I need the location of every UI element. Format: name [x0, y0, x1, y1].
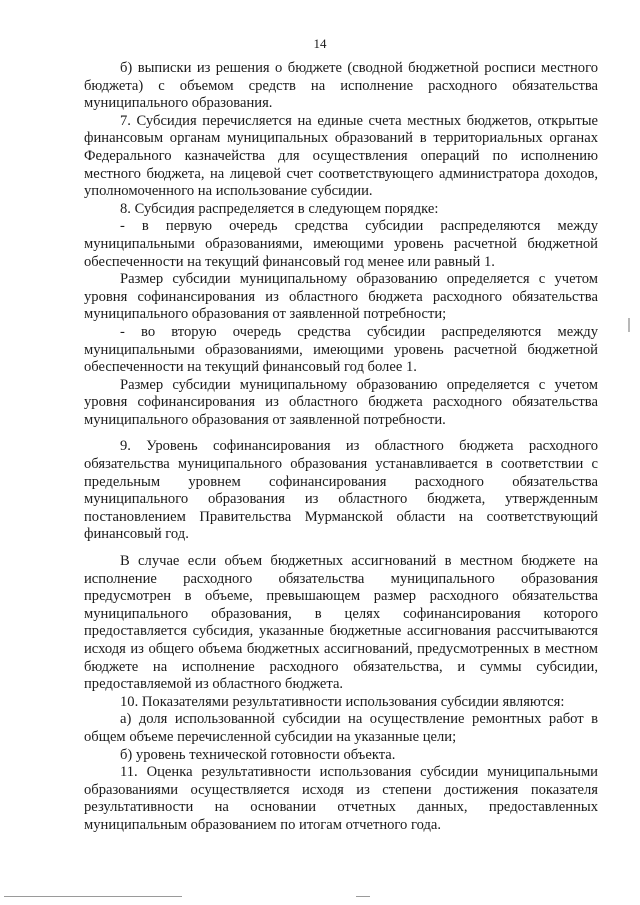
paragraph-first-priority: - в первую очередь средства субсидии распределяются между муниципальными образованиями, имеющими уровень расчетной бюджетной обеспеченности на текущий финансовый год менее или равный 1. [84, 218, 598, 270]
paragraph-budget-allocations: В случае если объем бюджетных ассигнований в местном бюджете на исполнение расходного обязательства муниципального образования предусмотрен в объеме, превышающем размер расходного обязательства муниципального образования, в целях софинансирования которого предоставляется субсидия, указанные бюджетные ассигнования рассчитываются исходя из общего объема бюджетных ассигнований, предусмотренных в местном бюджете на исполнение расходного обязательства, и суммы субсидии, предоставляемой из областного бюджета. [84, 553, 598, 693]
footer-rule-center [356, 896, 370, 897]
paragraph-indicator-a: а) доля использованной субсидии на осуществление ремонтных работ в общем объеме перечисленной субсидии на указанные цели; [84, 711, 598, 745]
paragraph-subsidy-size-2: Размер субсидии муниципальному образованию определяется с учетом уровня софинансирования из областного бюджета расходного обязательства муниципального образования от заявленной потребности. [84, 376, 598, 428]
paragraph-item-8: 8. Субсидия распределяется в следующем порядке: [120, 200, 439, 217]
page-number: 14 [313, 36, 327, 51]
scan-edge-mark [628, 318, 630, 332]
paragraph-indicator-b: б) уровень технической готовности объекта. [120, 746, 396, 763]
paragraph-extract-budget-decision: б) выписки из решения о бюджете (сводной бюджетной росписи местного бюджета) с объемом средств на исполнение расходного обязательства муниципального образования. [84, 60, 598, 112]
paragraph-item-11: 11. Оценка результативности использования субсидии муниципальными образованиями осуществляется исходя из степени достижения показателя результативности на основании отчетных данных, предоставленных муниципальным образованием по итогам отчетного года. [84, 764, 598, 833]
paragraph-item-10: 10. Показателями результативности использования субсидии являются: [120, 693, 565, 710]
paragraph-second-priority: - во вторую очередь средства субсидии распределяются между муниципальными образованиями, имеющими уровень расчетной бюджетной обеспеченности на текущий финансовый год более 1. [84, 323, 598, 376]
paragraph-item-9: 9. Уровень софинансирования из областного бюджета расходного обязательства муниципального образования устанавливается в соответствии с предельным уровнем софинансирования расходного обязательства муниципального образования из областного бюджета, утвержденным постановлением Правительства Мурманской области на соответствующий финансовый год. [84, 438, 598, 543]
paragraph-subsidy-size-1: Размер субсидии муниципальному образованию определяется с учетом уровня софинансирования из областного бюджета расходного обязательства муниципального образования от заявленной потребности; [84, 271, 598, 323]
paragraph-item-7: 7. Субсидия перечисляется на единые счета местных бюджетов, открытые финансовым органам муниципальных образований в территориальных органах Федерального казначейства для осуществления операций по исполнению местного бюджета, на лицевой счет соответствующего администратора доходов, уполномоченного на использование субсидии. [84, 112, 598, 200]
document-body [84, 60, 598, 835]
footer-rule-left [4, 896, 182, 897]
